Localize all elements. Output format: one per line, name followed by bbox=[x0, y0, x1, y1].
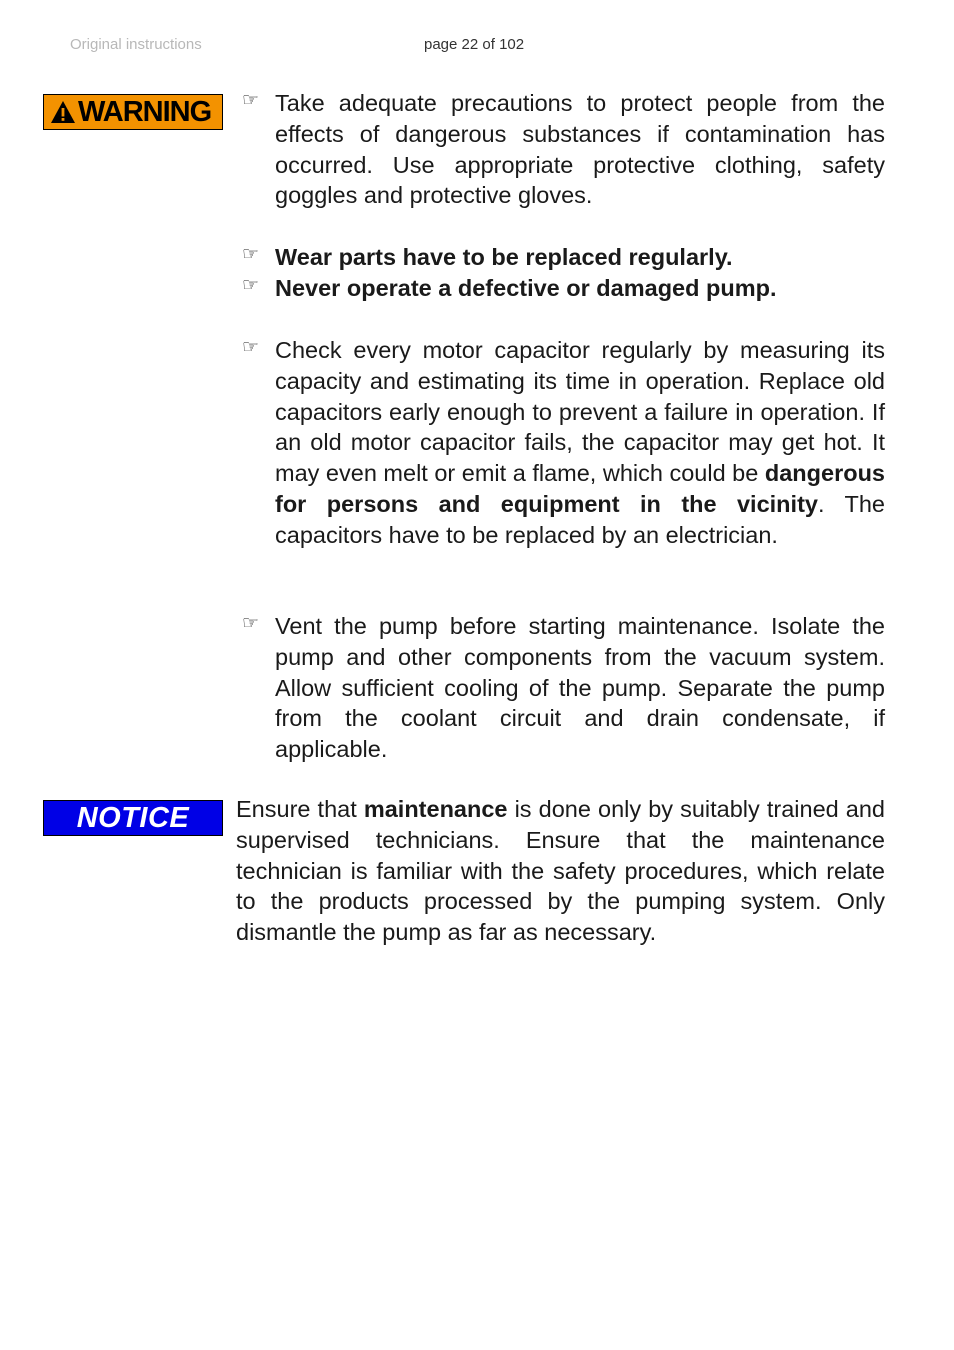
bullet-text-part: . The capacitors have to be replaced by an electrician. bbox=[275, 490, 885, 548]
bullet-text: Vent the pump before starting maintenance. Isolate the pump and other components from the vacuum system. Allow sufficient cooling of the pump. Separate the pump from the coolant circuit and drain condensate, if applicable. bbox=[275, 613, 885, 763]
bullet-text: Never operate a defective or damaged pump. bbox=[275, 275, 777, 301]
pointing-hand-icon: ☞ bbox=[242, 89, 260, 111]
bullet-text bbox=[275, 335, 885, 551]
bullet-item-capacitor bbox=[242, 335, 885, 551]
pointing-hand-icon: ☞ bbox=[242, 274, 260, 296]
bullet-item-vent-pump bbox=[242, 611, 885, 765]
bullet-text-part: Check every motor capacitor regularly by measuring its capacity and estimating its time in operation. Replace old capacitors early enough to prevent a failure in operation. If an old motor capacitor fails, the capacitor may get hot. It may even melt or emit a flame, which could be bbox=[275, 337, 885, 487]
page-number: page 22 of 102 bbox=[424, 36, 525, 53]
notice-text-part: Ensure that bbox=[236, 796, 364, 822]
notice-badge bbox=[43, 800, 223, 836]
bullet-item-precautions bbox=[242, 88, 885, 211]
pointing-hand-icon: ☞ bbox=[242, 243, 260, 265]
pointing-hand-icon: ☞ bbox=[242, 612, 260, 634]
notice-text-bold: maintenance bbox=[363, 796, 508, 822]
notice-text bbox=[236, 794, 885, 948]
notice-label: NOTICE bbox=[76, 802, 190, 834]
bullet-text-bold: dangerous for persons and equipment in the vicinity bbox=[275, 460, 885, 517]
warning-label: WARNING bbox=[78, 95, 212, 128]
bullet-item-wear-parts bbox=[242, 242, 885, 273]
pointing-hand-icon: ☞ bbox=[242, 336, 260, 358]
bullet-text: Wear parts have to be replaced regularly. bbox=[275, 244, 733, 270]
bullet-item-defective-pump bbox=[242, 273, 885, 304]
notice-text-part: is done only by suitably trained and supervised technicians. Ensure that the maintenance technician is familiar with the safety procedures, which relate to the products processed by the pumping system. Only dismantle the pump as far as necessary. bbox=[236, 796, 886, 946]
warning-triangle-icon bbox=[50, 100, 76, 124]
bullet-text: Take adequate precautions to protect people from the effects of dangerous substances if contamination has occurred. Use appropriate protective clothing, safety goggles and protective gloves. bbox=[275, 90, 885, 209]
warning-badge bbox=[43, 94, 223, 130]
page-header-source: Original instructions bbox=[70, 36, 202, 53]
